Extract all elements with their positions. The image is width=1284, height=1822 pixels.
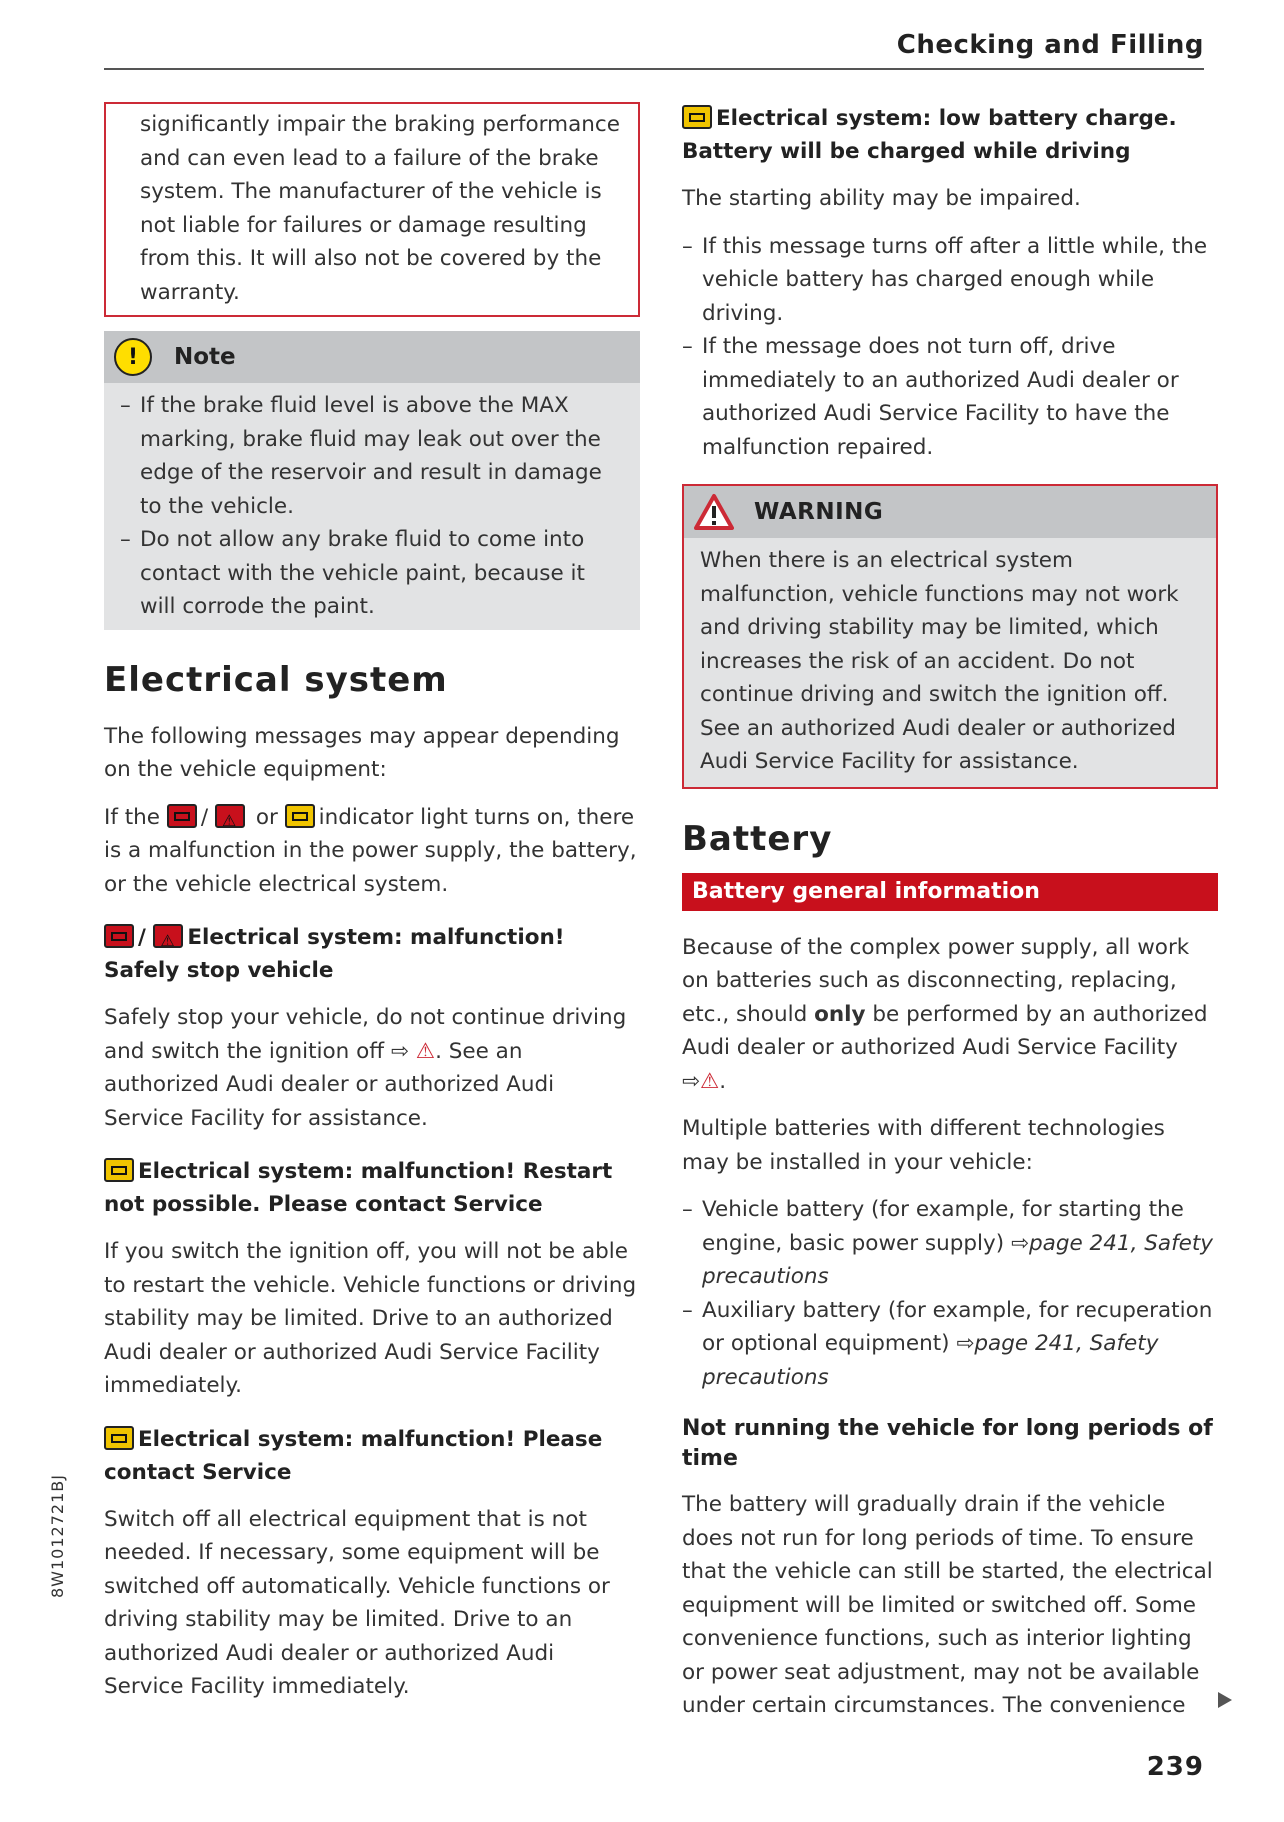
reference-arrow-icon: ⇨ — [1011, 1230, 1030, 1256]
long-periods-text: The battery will gradually drain if the vehicle does not run for long periods of time. To ensure that the vehicle can still be started, the electrical equipment will be limited or switched off. Some convenience functions, such as interior lighting or power seat adjustment, may not be available under certain circumstances. The convenience — [682, 1492, 1213, 1718]
note-header — [104, 331, 640, 383]
warning-box — [682, 484, 1218, 789]
section-title-electrical: Electrical system — [104, 659, 448, 700]
msg-body-low-battery: The starting ability may be impaired. — [682, 186, 1081, 211]
note-title: Note — [174, 344, 236, 370]
warning-red-icon — [215, 804, 245, 828]
header-rule — [104, 68, 1204, 70]
caution-text: significantly impair the braking performance and can even lead to a failure of the brake system. The manufacturer of the vehicle is not liable for failures or damage resulting from this. It will also not be covered by the warranty. — [140, 112, 620, 305]
list-item: – Vehicle battery (for example, for starting the engine, basic power supply) ⇨page 241, Safety precautions — [682, 1197, 1214, 1289]
battery-general-bar: Battery general information — [682, 873, 1218, 911]
battery-yellow-icon — [682, 105, 712, 129]
caution-box-continued — [104, 102, 640, 317]
warning-triangle-icon — [694, 493, 734, 531]
continue-arrow-icon — [1218, 1692, 1232, 1708]
reference-arrow-icon: ⇨ — [956, 1331, 975, 1356]
battery-red-icon — [167, 804, 197, 828]
warning-triangle-icon: ⚠ — [415, 1038, 436, 1064]
warning-header — [684, 486, 1216, 538]
battery-general-text: Because of the complex power supply, all work on batteries such as disconnecting, replacing, etc., should only be performed by an authorized Audi dealer or authorized Audi Service Facility ⇨⚠. — [682, 934, 1208, 1094]
list-item: – If this message turns off after a little while, the vehicle battery has charged enough while driving. — [682, 233, 1208, 326]
list-item: – If the message does not turn off, drive immediately to an authorized Audi dealer or authorized Audi Service Facility to have the malfunction repaired. — [682, 334, 1179, 460]
right-column — [682, 102, 1218, 1723]
list-item: – Do not allow any brake fluid to come into contact with the vehicle paint, because it will corrode the paint. — [120, 527, 585, 619]
reference-arrow-icon: ⇨ — [682, 1068, 701, 1094]
exclamation-icon: ! — [114, 338, 152, 376]
warning-triangle-icon: ⚠ — [700, 1068, 720, 1094]
battery-yellow-icon — [104, 1426, 134, 1450]
battery-yellow-icon — [104, 1158, 134, 1182]
document-code: 8W1012721BJ — [48, 1474, 67, 1598]
running-header: Checking and Filling — [896, 30, 1204, 60]
list-item: – If the brake fluid level is above the MAX marking, brake fluid may leak out over the edge of the reservoir and result in damage to the vehicle. — [120, 393, 602, 519]
msg-heading-safely-stop: / ⚠ Electrical system: malfunction! Safely stop vehicle — [104, 921, 640, 987]
reference-arrow-icon: ⇨ — [390, 1038, 409, 1064]
indicator-text: If the / ⚠ or indicator light turns on, there is a malfunction in the power supply, the battery, or the vehicle electrical system. — [104, 801, 640, 902]
section-title-battery: Battery — [682, 818, 833, 859]
page-link[interactable]: page 241, Safety precautions — [702, 1230, 1214, 1289]
msg-heading-contact-service: Electrical system: malfunction! Please contact Service — [104, 1426, 603, 1485]
note-box — [104, 331, 640, 630]
msg-body-safely-stop: Safely stop your vehicle, do not continue driving and switch the ignition off ⇨ ⚠. See an authorized Audi dealer or authorized Audi Service Facility for assistance. — [104, 1005, 627, 1131]
battery-types-intro: Multiple batteries with different technologies may be installed in your vehicle: — [682, 1116, 1165, 1175]
warning-body: When there is an electrical system malfunction, vehicle functions may not work and driving stability may be limited, which increases the risk of an accident. Do not continue driving and switch the ignition off. See an authorized Audi dealer or authorized Audi Service Facility for assistance. — [700, 548, 1179, 774]
subheading-long-periods: Not running the vehicle for long periods of time — [682, 1416, 1213, 1471]
intro-text: The following messages may appear depending on the vehicle equipment: — [104, 723, 620, 782]
page-number: 239 — [1146, 1752, 1204, 1782]
warning-red-icon — [153, 924, 183, 948]
msg-heading-restart-not-possible: Electrical system: malfunction! Restart not possible. Please contact Service — [104, 1159, 613, 1217]
list-item: – Auxiliary battery (for example, for recuperation or optional equipment) ⇨page 241, Safety precautions — [682, 1297, 1213, 1390]
note-body — [104, 383, 640, 630]
page-link[interactable]: page 241, Safety precautions — [702, 1331, 1159, 1390]
msg-body-contact-service: Switch off all electrical equipment that is not needed. If necessary, some equipment will be switched off automatically. Vehicle functions or driving stability may be limited. Drive to an authorized Audi dealer or authorized Audi Service Facility immediately. — [104, 1506, 610, 1699]
msg-body-restart-not-possible: If you switch the ignition off, you will not be able to restart the vehicle. Vehicle functions or driving stability may be limited. Drive to an authorized Audi dealer or authorized Audi Service Facility immediately. — [104, 1239, 637, 1398]
left-column — [104, 102, 640, 1704]
warning-title: WARNING — [754, 499, 884, 525]
battery-yellow-icon — [285, 804, 315, 828]
msg-heading-low-battery: Electrical system: low battery charge. Battery will be charged while driving — [682, 106, 1177, 164]
battery-red-icon — [104, 924, 134, 948]
